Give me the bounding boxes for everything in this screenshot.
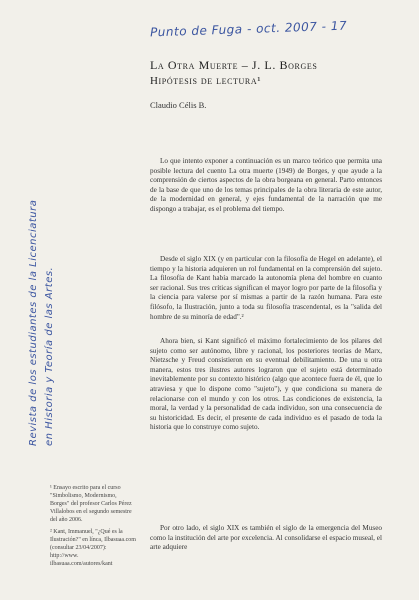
paragraph-1 bbox=[150, 157, 382, 215]
paragraph-1-text: Lo que intento exponer a continuación es un marco teórico que permita una posible lectura del cuento La otra muerte (1949) de Borges, y que ayude a la comprensión de ciertos aspectos de la obra borgeana en general. Parto entonces de la base de que uno de los temas principales de la obra literaria de este autor, de la modernidad en general, y ejes fundamental de la narración que me dispongo a trabajar, es el problema del tiempo. bbox=[150, 157, 382, 213]
footnote-2: ² Kant, Immanuel, "¿Qué es la Ilustración?" en línca, Ilbasuaa.com (consultar 23/04/2007): http://www. ilbasuaa.com/autores/kant bbox=[50, 529, 136, 567]
paragraph-4 bbox=[150, 524, 382, 553]
footnotes bbox=[50, 484, 136, 572]
side-note-line-1: Revista de los estudiantes de la Licenciatura bbox=[28, 199, 39, 446]
handwritten-side-note bbox=[26, 126, 58, 446]
article-subtitle: Hipótesis de lectura¹ bbox=[150, 75, 262, 87]
handwritten-header: Punto de Fuga - oct. 2007 - 17 bbox=[149, 18, 348, 40]
footnote-1: ¹ Ensayo escrito para el curso "Simbolismo, Modernismo, Borges" del profesor Carlos Pérez Villalobos en el segundo semestre del año 2006. bbox=[50, 485, 132, 523]
paragraph-3-text: Ahora bien, si Kant significó el máximo fortalecimiento de los pilares del sujeto como ser autónomo, libre y racional, los posteriores teorías de Marx, Nietzsche y Freud consistieron en su eventual debilitamiento. De una u otra manera, estos tres ilustres autores lograron que el sujeto está determinado inevitablemente por su contexto histórico (algo que acontece fuera de él, que lo atraviesa y que lo dispone como "sujeto"), y que condiciona su manera de relacionarse con el mundo y con los otros. Las condiciones de existencia, la moral, la verdad y la personalidad de cada individuo, son una consecuencia de su historicidad. Es decir, el presente de cada individuo es el pasado de toda la historia que lo construye como sujeto. bbox=[150, 337, 382, 432]
article-author: Claudio Célis B. bbox=[150, 100, 207, 110]
paragraph-3 bbox=[150, 337, 382, 433]
article-title: La Otra Muerte – J. L. Borges bbox=[150, 58, 318, 72]
side-note-line-2: en Historia y Teoría de las Artes. bbox=[44, 266, 55, 446]
paragraph-2 bbox=[150, 255, 382, 322]
paragraph-2-text: Desde el siglo XIX (y en particular con la filosofía de Hegel en adelante), el tiempo y la historia adquieren un rol fundamental en la comprensión del sujeto. La filosofía de Kant había marcado la autonomía plena del hombre en cuanto ser racional. Sus tres críticas significan el mayor logro por parte de la filosofía y la ciencia para valerse por sí mismas a partir de la razón humana. Para este filósofo, la Ilustración, junto a toda su filosofía trascendental, es la "salida del hombre de su minoría de edad".² bbox=[150, 255, 382, 321]
paragraph-4-text: Por otro lado, el siglo XIX es también el siglo de la emergencia del Museo como la institución del arte por excelencia. Al consolidarse el espacio museal, el arte adquiere bbox=[150, 524, 382, 552]
